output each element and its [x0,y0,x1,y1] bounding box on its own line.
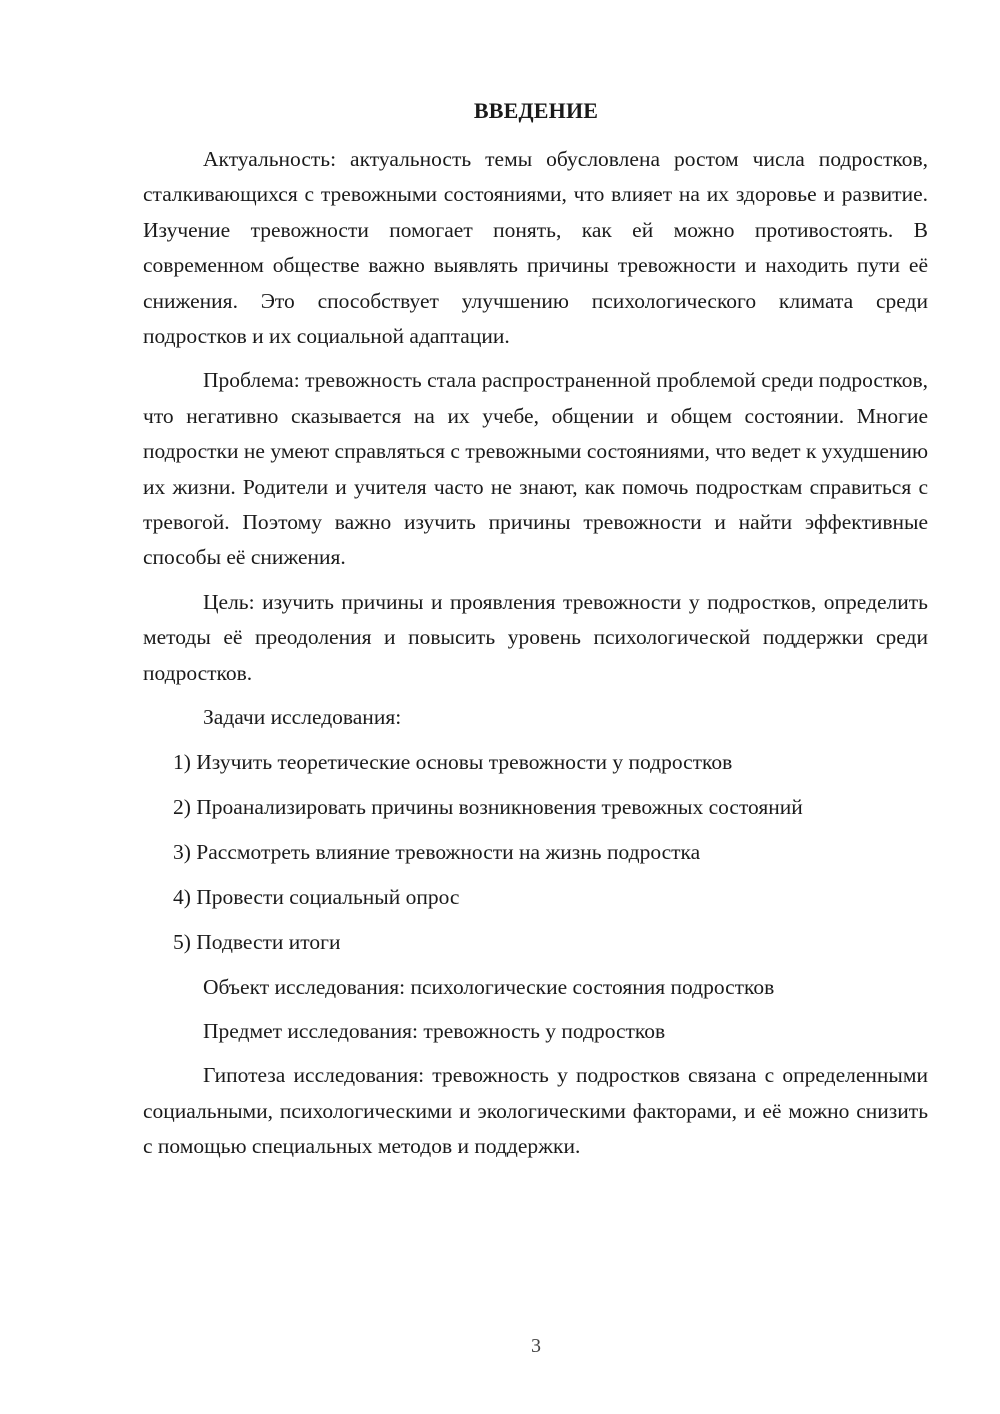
list-item: 5) Подвести итоги [173,929,341,954]
hypothesis-paragraph: Гипотеза исследования: тревожность у подростков связана с определенными социальными, психологическими и экологическими факторами, и её можно снизить с помощью специальных методов и поддержки. [143,1063,928,1159]
list-item: 2) Проанализировать причины возникновения тревожных состояний [173,794,803,819]
object-paragraph: Объект исследования: психологические состояния подростков [203,974,775,999]
relevance-paragraph: Актуальность: актуальность темы обусловлена ростом числа подростков, сталкивающихся с тревожными состояниями, что влияет на их здоровье и развитие. Изучение тревожности помогает понять, как ей можно противостоять. В современном обществе важно выявлять причины тревожности и находить пути её снижения. Это способствует улучшению психологического климата среди подростков и их социальной адаптации. [143,147,928,349]
section-title: ВВЕДЕНИЕ [473,98,599,123]
tasks-heading: Задачи исследования: [203,705,402,730]
tasks-list [143,745,928,960]
list-item: 1) Изучить теоретические основы тревожности у подростков [173,749,733,774]
subject-paragraph: Предмет исследования: тревожность у подростков [203,1018,666,1043]
goal-paragraph: Цель: изучить причины и проявления тревожности у подростков, определить методы её преодоления и повысить уровень психологической поддержки среди подростков. [143,589,928,685]
list-item: 3) Рассмотреть влияние тревожности на жизнь подростка [173,839,701,864]
page-number: 3 [531,1335,541,1357]
list-item: 4) Провести социальный опрос [173,884,460,909]
problem-paragraph: Проблема: тревожность стала распространенной проблемой среди подростков, что негативно сказывается на их учебе, общении и общем состоянии. Многие подростки не умеют справляться с тревожными состояниями, что ведет к ухудшению их жизни. Родители и учителя часто не знают, как помочь подросткам справиться с тревогой. Поэтому важно изучить причины тревожности и найти эффективные способы её снижения. [143,368,928,570]
document-body [143,142,928,1174]
